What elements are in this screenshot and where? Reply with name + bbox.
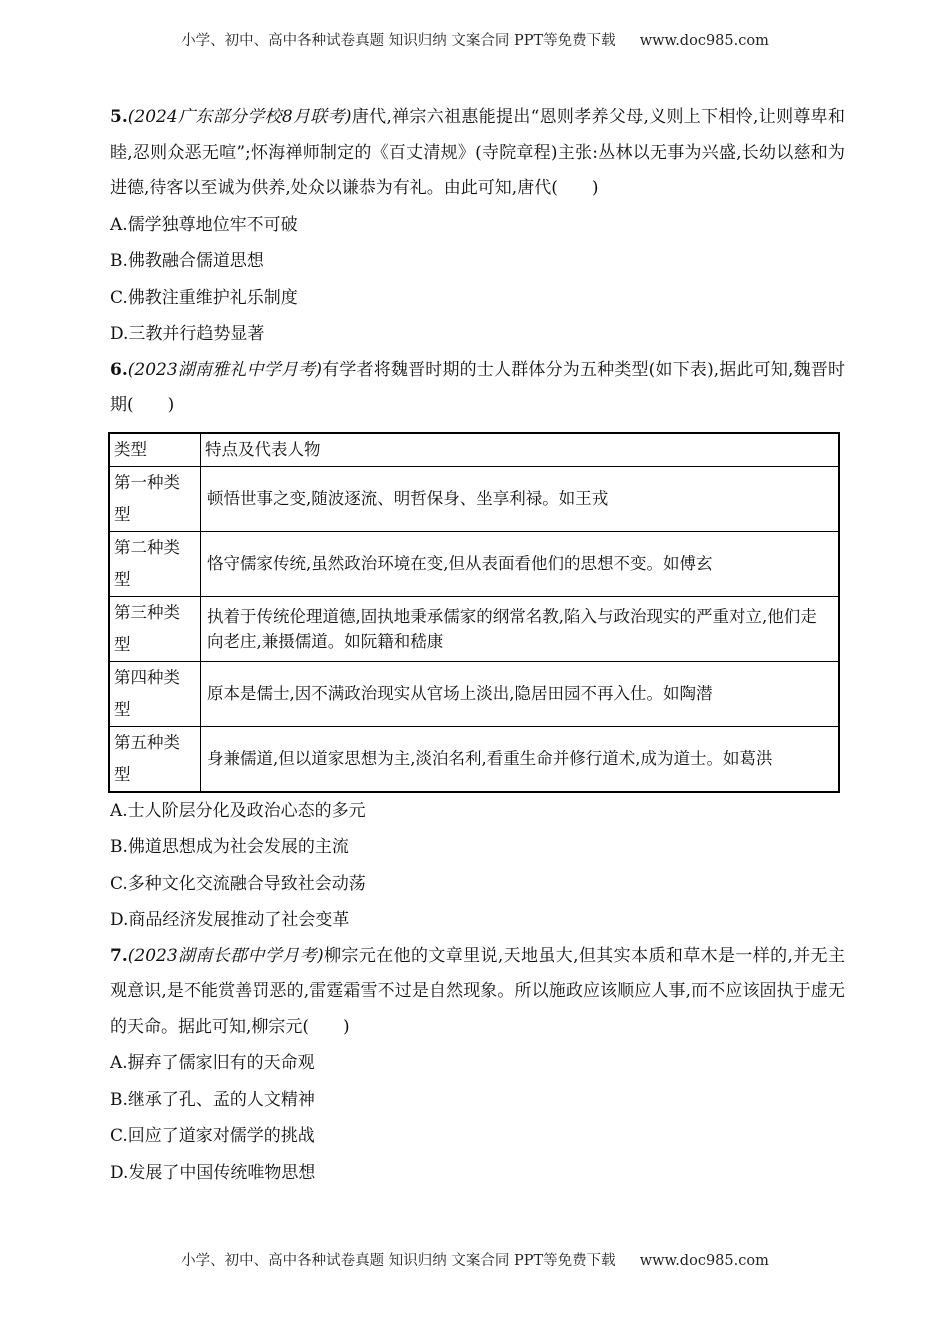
table-cell-type: 第五种类型 [109, 726, 201, 792]
table-row [109, 726, 839, 792]
table-cell-desc: 恪守儒家传统,虽然政治环境在变,但从表面看他们的思想不变。如傅玄 [201, 531, 840, 596]
table-cell-desc: 原本是儒士,因不满政治现实从官场上淡出,隐居田园不再入仕。如陶潜 [201, 661, 840, 726]
question-6-option-a[interactable]: A.士人阶层分化及政治心态的多元 [110, 800, 366, 821]
question-6-stem: 6.(2023湖南雅礼中学月考)有学者将魏晋时期的士人群体分为五种类型(如下表),据此可知,魏晋时期( ) [110, 359, 845, 415]
table-header-type: 类型 [109, 433, 201, 467]
question-6-option-d[interactable]: D.商品经济发展推动了社会变革 [110, 910, 350, 930]
table-row [109, 531, 839, 596]
question-5-stem: 5.(2024广东部分学校8月联考)唐代,禅宗六祖惠能提出“恩则孝养父母,义则上下相怜,让则尊卑和睦,忍则众恶无喧”;怀海禅师制定的《百丈清规》(寺院章程)主张:丛林以无事为兴盛,长幼以慈和为进德,待客以至诚为供养,处众以谦恭为有礼。由此可知,唐代( ) [110, 107, 845, 198]
table-header-desc: 特点及代表人物 [201, 433, 840, 467]
question-6-option-c[interactable]: C.多种文化交流融合导致社会动荡 [110, 873, 366, 894]
question-7-option-c[interactable]: C.回应了道家对儒学的挑战 [110, 1126, 315, 1146]
question-5-option-d[interactable]: D.三教并行趋势显著 [110, 324, 265, 344]
question-5-option-c[interactable]: C.佛教注重维护礼乐制度 [110, 287, 298, 308]
question-7-option-d[interactable]: D.发展了中国传统唯物思想 [110, 1162, 316, 1183]
question-5-option-b[interactable]: B.佛教融合儒道思想 [110, 251, 264, 271]
question-source: (2024广东部分学校8月联考) [127, 107, 352, 127]
table-cell-type: 第二种类型 [109, 531, 201, 596]
header-site[interactable]: www.doc985.com [639, 33, 769, 49]
footer-text: 小学、初中、高中各种试卷真题 知识归纳 文案合同 PPT等免费下载 [181, 1253, 616, 1269]
question-number: 7 [110, 945, 122, 966]
question-7-stem: 7.(2023湖南长郡中学月考)柳宗元在他的文章里说,天地虽大,但其实本质和草木是一样的,并无主观意识,是不能赏善罚恶的,雷霆霜雪不过是自然现象。所以施政应该顺应人事,而不应该固执于虚无的天命。据此可知,柳宗元( ) [110, 945, 845, 1037]
header-text: 小学、初中、高中各种试卷真题 知识归纳 文案合同 PPT等免费下载 [181, 33, 616, 49]
table-cell-type: 第四种类型 [109, 661, 201, 726]
question-7-option-a[interactable]: A.摒弃了儒家旧有的天命观 [110, 1053, 315, 1073]
table-cell-desc: 顿悟世事之变,随波逐流、明哲保身、坐享利禄。如王戎 [201, 466, 840, 531]
footer-site[interactable]: www.doc985.com [639, 1253, 769, 1269]
table-cell-type: 第三种类型 [109, 596, 201, 661]
scholar-types-table [108, 432, 840, 793]
table-row [109, 661, 839, 726]
question-source: (2023湖南雅礼中学月考) [127, 359, 322, 380]
question-number: 5 [110, 107, 122, 127]
question-6-options [110, 793, 845, 939]
page-header [0, 29, 950, 50]
page-footer [0, 1249, 950, 1270]
table-cell-type: 第一种类型 [109, 466, 201, 531]
question-text: 有学者将魏晋时期的士人群体分为五种类型(如下表),据此可知,魏晋时期( ) [110, 359, 845, 415]
table-header-row [109, 433, 839, 467]
question-source: (2023湖南长郡中学月考) [127, 945, 324, 966]
question-6-option-b[interactable]: B.佛道思想成为社会发展的主流 [110, 837, 349, 857]
table-row [109, 466, 839, 531]
question-number: 6 [110, 359, 122, 380]
table-row [109, 596, 839, 661]
question-5-option-a[interactable]: A.儒学独尊地位牢不可破 [110, 214, 298, 235]
table-cell-desc: 执着于传统伦理道德,固执地秉承儒家的纲常名教,陷入与政治现实的严重对立,他们走向老庄,兼摄儒道。如阮籍和嵇康 [201, 596, 840, 661]
question-text: 唐代,禅宗六祖惠能提出“恩则孝养父母,义则上下相怜,让则尊卑和睦,忍则众恶无喧”;怀海禅师制定的《百丈清规》(寺院章程)主张:丛林以无事为兴盛,长幼以慈和为进德,待客以至诚为供养,处众以谦恭为有礼。由此可知,唐代( ) [110, 107, 845, 198]
page-content [110, 100, 845, 1191]
table-cell-desc: 身兼儒道,但以道家思想为主,淡泊名利,看重生命并修行道术,成为道士。如葛洪 [201, 726, 840, 792]
question-7-option-b[interactable]: B.继承了孔、孟的人文精神 [110, 1089, 315, 1110]
question-text: 柳宗元在他的文章里说,天地虽大,但其实本质和草木是一样的,并无主观意识,是不能赏善罚恶的,雷霆霜雪不过是自然现象。所以施政应该顺应人事,而不应该固执于虚无的天命。据此可知,柳宗元( ) [110, 945, 845, 1037]
